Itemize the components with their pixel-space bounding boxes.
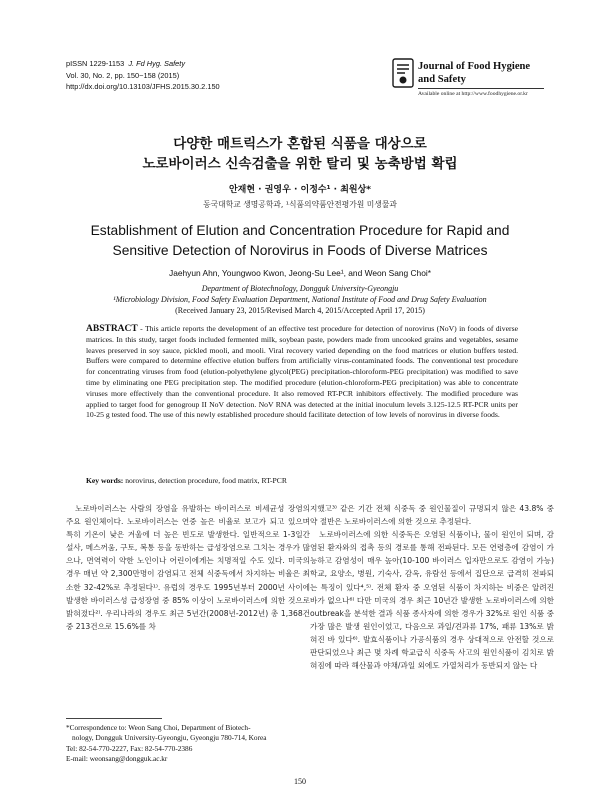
logo-divider <box>418 88 544 89</box>
volume-line: Vol. 30, No. 2, pp. 150~158 (2015) <box>66 70 180 80</box>
logo-title <box>418 60 530 86</box>
body-paragraph: 노로바이러스는 사람의 장염을 유발하는 바이러스로 비세균성 장염의 주요 원인체이다. 노로바이러스는 연중 높은 비율로 보고가 되고 있으며 특히 기온이 낮은 겨울에 더 높은 빈도로 발생한다. 일반적으로 1-3일간 설사, 메스꺼움, 구토, 복통 등을 동반하는 급성장염으로 그치는 경우가 많으나, 면역력이 약한 노인이나 어린이에게는 치명적일 수도 있다. 미국의 경우 매년 약 2,300만명이 감염되고 전체 식중독에서 차지하는 비율은 최소한 32-42%로 추정된다¹⁾. 유럽의 경우도 1995년부터 2000년 사이에 발생한 바이러스성 급성장염 중 85% 이상이 노로바이러스에 의한 것으로 밝혀졌다²⁾. 우리나라의 경우도 최근 5년간(2008년-2012년) 총 1,368건 중 213건으로 15.6%를 차 <box>66 504 310 631</box>
english-title-line2: Sensitive Detection of Norovirus in Foods of Diverse Matrices <box>112 243 488 258</box>
footnote-line: Tel: 82-54-770-2227, Fax: 82-54-770-2386 <box>66 743 193 753</box>
keywords-text: norovirus, detection procedure, food matrix, RT-PCR <box>123 476 287 485</box>
keywords <box>86 476 518 485</box>
body-paragraph: 노로바이러스에 의한 식중독은 오염된 식품이나, 물이 원인이 되며, 감염된 환자와의 접촉 등의 경로를 통해 전파된다. 모든 연령층에 감염이 가능하고 감염성이 매우 높아(10-100 바이러스 입자만으로도 감염이 가능) 학교, 요양소, 병원, 기숙사, 감옥, 유람선 등에서 집단으로 급격히 전파되는 특징이 있다⁴,⁵⁾. 전체 환자 중 오염된 식품이 차지하는 비중은 알려진 바가 없으나⁶⁾ 다만 미국의 경우 최근 10년간 발생한 노로바이러스에 의한 outbreak을 분석한 결과 식품 종사자에 의한 경우가 32%로 원인 식품 중 가장 많은 발생 원인이었고, 다음으로 과일/견과류 17%, 패류 13%로 밝혀진 바 있다⁶⁾. 발효식품이나 가공식품의 경우 상대적으로 안전할 것으로 판단되었으나 최근 몇 차례 학교급식 식중독 사고의 원인식품이 김치로 밝혀짐에 따라 해산물과 야채/과일 외에도 가열처리가 동반되지 않는 다 <box>310 530 554 671</box>
logo-title-line1: Journal of Food Hygiene <box>418 61 531 72</box>
footnote-line: *Correspondence to: Weon Sang Choi, Department of Biotech- <box>66 723 251 732</box>
english-affiliation: ¹Microbiology Division, Food Safety Evaluation Department, National Institute of Food and Drug Safety Evaluation <box>113 295 487 304</box>
english-authors: Jaehyun Ahn, Youngwoo Kwon, Jeong-Su Lee¹, and Weon Sang Choi* <box>169 268 431 278</box>
journal-logo-mark-icon <box>392 58 414 88</box>
keywords-label: Key words: <box>86 476 124 485</box>
english-department: Department of Biotechnology, Dongguk University-Gyeongju <box>201 284 399 293</box>
korean-title-line2: 노로바이러스 신속검출을 위한 탈리 및 농축방법 확립 <box>142 156 458 172</box>
received-dates: (Received January 23, 2015/Revised March 4, 2015/Accepted April 17, 2015) <box>175 306 425 315</box>
logo-url[interactable]: Available online at http://www.foodhygiene.or.kr <box>418 91 528 97</box>
footnote-divider <box>66 718 162 719</box>
korean-affiliation: 동국대학교 생명공학과, ¹식품의약품안전평가원 미생물과 <box>203 200 397 209</box>
correspondence-footnote <box>66 723 302 765</box>
korean-title-line1: 다양한 매트릭스가 혼합된 식품을 대상으로 <box>173 136 427 152</box>
footnote-email[interactable]: E-mail: weonsang@dongguk.ac.kr <box>66 754 168 764</box>
abstract-label: ABSTRACT <box>86 324 138 334</box>
page-number: 150 <box>294 777 306 786</box>
abstract-text: - This article reports the development of an effective test procedure for detection of norovirus (NoV) in foods of diverse matrices. In this study, target foods included fermented milk, soybean paste, powders made from uncooked grains and vegetables, sesame leaves preserved in soy sauce, pickled mooli, and mooli. Viral recovery varied depending on the food matrices or elution buffers tested. Buffers were compared to determine effective elution buffers from artificially virus-contaminated foods. The conventional test procedure for concentrating viruses from food (elution-polyethylene glycol(PEG) precipitation-chloroform-PEG precipitation) was modified to save time by eliminating one PEG precipitation step. The modified procedure (elution-chloroform-PEG precipitation) was able to concentrate viruses more effectively than the conventional procedure. It also removed RT-PCR inhibitors effectively. The modified procedure was applied to target food for genogroup II NoV detection. NoV RNA was detected at the initial inoculum levels 3.125-12.5 RT-PCR units per 10-25 g tested food. The use of this newly established procedure should facilitate detection of low levels of norovirus in diverse foods. <box>86 324 518 420</box>
article-metadata <box>66 58 366 93</box>
body-paragraph: 지했고³⁾ 같은 기간 전체 식중독 중 원인물질이 규명되지 않은 43.8% 중 약 절반은 노로바이러스에 의한 것으로 추정된다. <box>310 504 554 527</box>
journal-abbrev: J. Fd Hyg. Safety <box>128 59 186 68</box>
doi-link[interactable]: http://dx.doi.org/10.13103/JFHS.2015.30.2.150 <box>66 82 220 91</box>
footnote-line: nology, Dongguk University-Gyeongju, Gyeongju 780-714, Korea <box>72 733 267 743</box>
korean-authors: 안재현 · 권영우 · 이정수¹ · 최원상* <box>228 185 372 195</box>
english-title-line1: Establishment of Elution and Concentration Procedure for Rapid and <box>90 223 510 238</box>
abstract <box>86 324 518 421</box>
english-title <box>0 221 600 261</box>
korean-title <box>0 134 600 174</box>
body-column-right <box>310 502 554 672</box>
issn-line <box>66 58 366 70</box>
logo-title-line2: and Safety <box>418 74 466 85</box>
issn: pISSN 1229-1153 <box>66 59 125 68</box>
body-column-left <box>66 502 310 633</box>
